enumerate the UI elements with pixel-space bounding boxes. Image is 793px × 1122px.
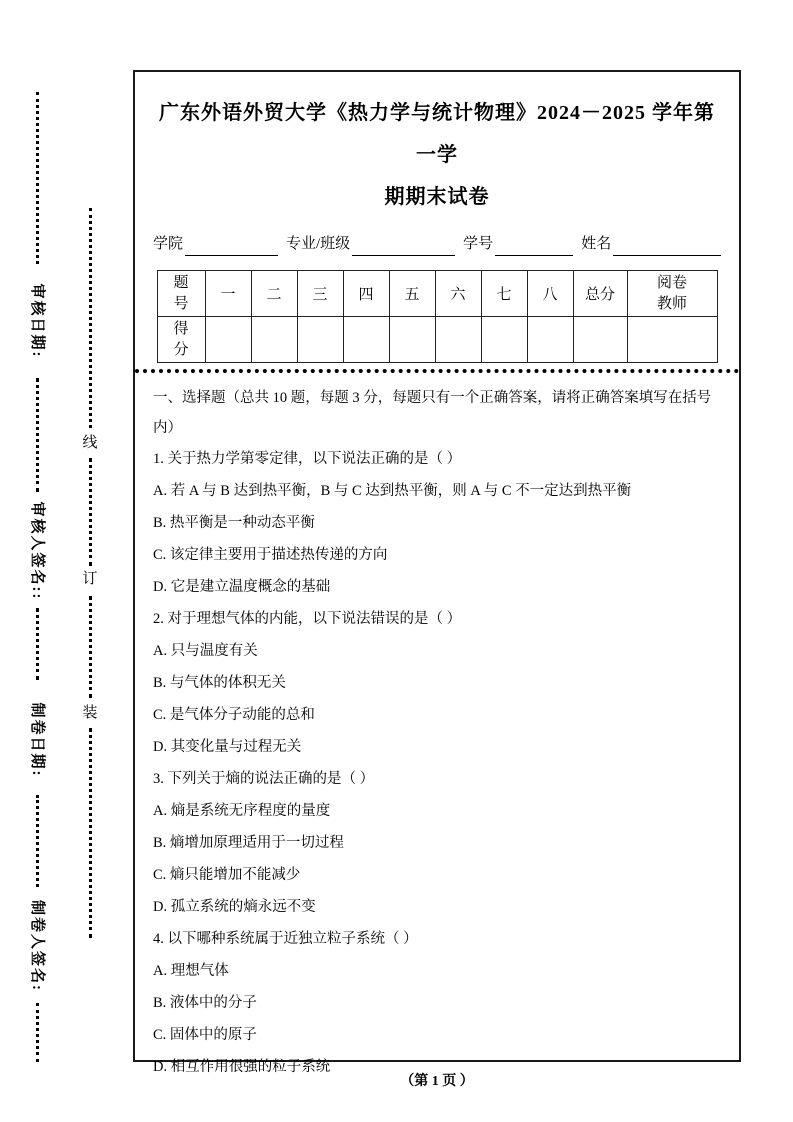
column-header-cell: 二 (251, 271, 297, 317)
question-stem: 4. 以下哪种系统属于近独立粒子系统（ ） (153, 931, 418, 947)
question-area (153, 383, 721, 1083)
score-cell (527, 317, 573, 363)
student-info-row (153, 232, 721, 256)
grader-header-cell: 阅卷教师 (627, 271, 717, 317)
question-option: C. 是气体分子动能的总和 (153, 707, 315, 723)
question-option: A. 若 A 与 B 达到热平衡，B 与 C 达到热平衡，则 A 与 C 不一定达到热平衡 (153, 483, 632, 499)
section-heading: 一、选择题（总共 10 题，每题 3 分，每题只有一个正确答案，请将正确答案填写在括号内） (153, 390, 712, 436)
question-option: D. 其变化量与过程无关 (153, 739, 302, 755)
score-cell (435, 317, 481, 363)
student-id-field-label: 学号 (462, 236, 493, 252)
question-option: D. 孤立系统的熵永远不变 (153, 899, 316, 915)
college-field-blank (185, 234, 278, 256)
question-stem: 3. 下列关于熵的说法正确的是（ ） (153, 771, 375, 787)
score-table (157, 270, 718, 363)
seam-dotted-line (89, 458, 92, 566)
exam-title-line2: 期期末试卷 (384, 186, 490, 208)
seam-char-line: 线 (82, 435, 98, 451)
question-option: B. 熵增加原理适用于一切过程 (153, 835, 344, 851)
column-header-cell: 五 (389, 271, 435, 317)
column-header-cell: 七 (481, 271, 527, 317)
total-score-header-cell: 总分 (573, 271, 627, 317)
major-class-field-blank (352, 234, 455, 256)
question-option: B. 热平衡是一种动态平衡 (153, 515, 315, 531)
score-row-label-cell: 得分 (157, 317, 205, 363)
name-field-label: 姓名 (581, 236, 612, 252)
question-option: C. 熵只能增加不能减少 (153, 867, 301, 883)
dotted-separator (135, 369, 739, 373)
column-header-cell: 四 (343, 271, 389, 317)
exam-paper-frame (133, 70, 741, 1075)
question-option: A. 熵是系统无序程度的量度 (153, 803, 331, 819)
score-cell (481, 317, 527, 363)
column-header-cell: 六 (435, 271, 481, 317)
score-cell (573, 317, 627, 363)
column-header-cell: 三 (297, 271, 343, 317)
question-option: A. 只与温度有关 (153, 643, 258, 659)
question-stem: 2. 对于理想气体的内能，以下说法错误的是（ ） (153, 611, 462, 627)
score-cell (389, 317, 435, 363)
question-option: B. 液体中的分子 (153, 995, 257, 1011)
score-table-score-row (157, 317, 717, 363)
question-option: A. 理想气体 (153, 963, 229, 979)
column-header-cell: 八 (527, 271, 573, 317)
score-cell (297, 317, 343, 363)
seam-char-bind: 装 (82, 705, 98, 721)
score-table-header-row (157, 271, 717, 317)
seam-dotted-line (89, 728, 92, 938)
major-class-field-label: 专业/班级 (286, 236, 351, 252)
score-cell (251, 317, 297, 363)
college-field-label: 学院 (153, 236, 184, 252)
question-option: B. 与气体的体积无关 (153, 675, 286, 691)
name-field-blank (613, 234, 721, 256)
question-option: D. 相互作用很强的粒子系统 (153, 1059, 331, 1075)
paper-maker-signature-label: 制卷人签名: (29, 900, 45, 992)
question-number-header-cell: 题号 (157, 271, 205, 317)
question-option: C. 固体中的原子 (153, 1027, 257, 1043)
student-id-field-blank (495, 234, 573, 256)
seam-dotted-line (89, 596, 92, 698)
question-stem: 1. 关于热力学第零定律，以下说法正确的是（ ） (153, 451, 462, 467)
review-date-label: 审核日期: (29, 283, 45, 359)
exam-title-line1: 广东外语外贸大学《热力学与统计物理》2024－2025 学年第一学 (159, 102, 715, 166)
paper-making-date-label: 制卷日期: (29, 702, 45, 778)
score-cell (205, 317, 251, 363)
seam-char-staple: 订 (82, 571, 98, 587)
page-number-footer: （第 1 页 ） (400, 1074, 474, 1089)
question-option: C. 该定律主要用于描述热传递的方向 (153, 547, 388, 563)
seam-dotted-line (89, 208, 92, 428)
binding-dotted-line (36, 1003, 39, 1062)
score-cell (627, 317, 717, 363)
reviewer-signature-label: 审核人签名:: (29, 501, 45, 601)
question-option: D. 它是建立温度概念的基础 (153, 579, 331, 595)
score-cell (343, 317, 389, 363)
column-header-cell: 一 (205, 271, 251, 317)
